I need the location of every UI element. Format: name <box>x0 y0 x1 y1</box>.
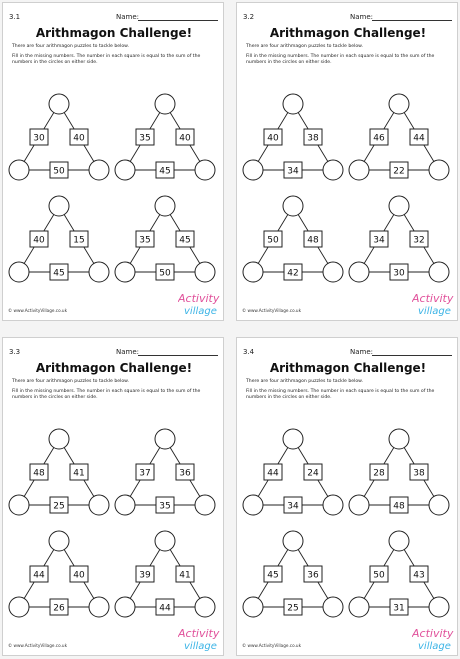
answer-circle[interactable] <box>195 495 215 515</box>
answer-circle[interactable] <box>323 597 343 617</box>
answer-circle[interactable] <box>349 160 369 180</box>
name-write-line[interactable] <box>138 20 218 21</box>
answer-circle[interactable] <box>429 160 449 180</box>
answer-circle[interactable] <box>9 262 29 282</box>
activity-village-logo <box>178 625 222 653</box>
arithmagon-puzzle <box>241 93 345 189</box>
answer-circle[interactable] <box>243 597 263 617</box>
logo-text-top: Activity <box>412 627 454 640</box>
arithmagon-puzzle <box>347 530 451 626</box>
answer-circle[interactable] <box>389 429 409 449</box>
sum-value: 36 <box>307 570 319 581</box>
logo-text-bottom: village <box>418 306 451 317</box>
sum-value: 28 <box>373 468 385 479</box>
arithmagon-puzzle <box>7 530 111 626</box>
sum-value: 26 <box>53 603 65 614</box>
sum-value: 24 <box>307 468 319 479</box>
answer-circle[interactable] <box>429 262 449 282</box>
answer-circle[interactable] <box>89 262 109 282</box>
answer-circle[interactable] <box>323 160 343 180</box>
worksheet-title: Arithmagon Challenge! <box>35 361 193 375</box>
answer-circle[interactable] <box>429 597 449 617</box>
worksheet-title: Arithmagon Challenge! <box>269 26 427 40</box>
instruction-line: Fill in the missing numbers. The number in each square is equal to the sum of the numbers in the circles on either side. <box>246 54 435 65</box>
sum-value: 44 <box>33 570 45 581</box>
activity-village-logo <box>412 625 456 653</box>
sum-value: 45 <box>267 570 279 581</box>
sum-value: 15 <box>73 235 85 246</box>
sum-value: 40 <box>33 235 45 246</box>
sum-value: 48 <box>33 468 45 479</box>
answer-circle[interactable] <box>243 160 263 180</box>
name-label: Name: <box>350 348 374 356</box>
answer-circle[interactable] <box>49 531 69 551</box>
sum-value: 40 <box>267 133 279 144</box>
logo-text-bottom: village <box>418 641 451 652</box>
answer-circle[interactable] <box>283 94 303 114</box>
sum-value: 40 <box>179 133 191 144</box>
answer-circle[interactable] <box>115 597 135 617</box>
instruction-line: There are four arithmagon puzzles to tackle below. <box>246 44 363 49</box>
answer-circle[interactable] <box>155 94 175 114</box>
logo-text-top: Activity <box>178 627 220 640</box>
sum-value: 46 <box>373 133 385 144</box>
sum-value: 43 <box>413 570 425 581</box>
answer-circle[interactable] <box>195 262 215 282</box>
sum-value: 39 <box>139 570 151 581</box>
answer-circle[interactable] <box>283 531 303 551</box>
sum-value: 34 <box>287 166 299 177</box>
answer-circle[interactable] <box>389 94 409 114</box>
sum-value: 42 <box>287 268 299 279</box>
worksheet-title: Arithmagon Challenge! <box>35 26 193 40</box>
sum-value: 38 <box>307 133 319 144</box>
answer-circle[interactable] <box>9 160 29 180</box>
answer-circle[interactable] <box>89 160 109 180</box>
sum-value: 50 <box>373 570 385 581</box>
sum-value: 34 <box>373 235 385 246</box>
answer-circle[interactable] <box>349 495 369 515</box>
activity-village-logo <box>412 290 456 318</box>
arithmagon-puzzle <box>113 195 217 291</box>
instruction-line: There are four arithmagon puzzles to tackle below. <box>12 44 129 49</box>
answer-circle[interactable] <box>9 597 29 617</box>
instruction-line: Fill in the missing numbers. The number in each square is equal to the sum of the numbers in the circles on either side. <box>12 54 201 65</box>
instruction-line: Fill in the missing numbers. The number in each square is equal to the sum of the numbers in the circles on either side. <box>12 389 201 400</box>
answer-circle[interactable] <box>49 429 69 449</box>
answer-circle[interactable] <box>349 597 369 617</box>
answer-circle[interactable] <box>389 196 409 216</box>
sum-value: 48 <box>393 501 405 512</box>
arithmagon-puzzle <box>7 428 111 524</box>
worksheet-title: Arithmagon Challenge! <box>269 361 427 375</box>
sum-value: 41 <box>179 570 191 581</box>
sum-value: 45 <box>159 166 171 177</box>
arithmagon-puzzle <box>113 93 217 189</box>
answer-circle[interactable] <box>349 262 369 282</box>
name-label: Name: <box>116 13 140 21</box>
answer-circle[interactable] <box>243 495 263 515</box>
sum-value: 45 <box>53 268 65 279</box>
sum-value: 41 <box>73 468 85 479</box>
instruction-line: Fill in the missing numbers. The number in each square is equal to the sum of the numbers in the circles on either side. <box>246 389 435 400</box>
answer-circle[interactable] <box>89 495 109 515</box>
arithmagon-puzzle <box>241 428 345 524</box>
arithmagon-puzzle <box>113 428 217 524</box>
sum-value: 44 <box>413 133 425 144</box>
arithmagon-puzzle <box>347 93 451 189</box>
answer-circle[interactable] <box>283 429 303 449</box>
instructions <box>246 44 451 70</box>
logo-text-bottom: village <box>184 641 217 652</box>
sum-value: 37 <box>139 468 151 479</box>
sum-value: 40 <box>73 133 85 144</box>
sum-value: 30 <box>393 268 405 279</box>
answer-circle[interactable] <box>49 94 69 114</box>
sum-value: 44 <box>159 603 171 614</box>
sheet-number: 3.2 <box>243 13 255 21</box>
answer-circle[interactable] <box>115 495 135 515</box>
answer-circle[interactable] <box>323 262 343 282</box>
answer-circle[interactable] <box>283 196 303 216</box>
name-write-line[interactable] <box>138 355 218 356</box>
sheet-number: 3.3 <box>9 348 21 356</box>
footer-url: © www.ActivityVillage.co.uk <box>8 643 67 648</box>
sum-value: 44 <box>267 468 279 479</box>
sum-value: 30 <box>33 133 45 144</box>
sum-value: 31 <box>393 603 405 614</box>
sum-value: 22 <box>393 166 405 177</box>
sum-value: 48 <box>307 235 319 246</box>
name-label: Name: <box>350 13 374 21</box>
arithmagon-puzzle <box>241 530 345 626</box>
answer-circle[interactable] <box>155 196 175 216</box>
instructions <box>12 44 217 70</box>
footer-url: © www.ActivityVillage.co.uk <box>242 643 301 648</box>
answer-circle[interactable] <box>9 495 29 515</box>
answer-circle[interactable] <box>89 597 109 617</box>
arithmagon-puzzle <box>7 93 111 189</box>
answer-circle[interactable] <box>115 160 135 180</box>
sum-value: 25 <box>53 501 65 512</box>
answer-circle[interactable] <box>195 597 215 617</box>
arithmagon-puzzle <box>7 195 111 291</box>
answer-circle[interactable] <box>429 495 449 515</box>
logo-text-top: Activity <box>412 292 454 305</box>
sum-value: 45 <box>179 235 191 246</box>
answer-circle[interactable] <box>323 495 343 515</box>
answer-circle[interactable] <box>195 160 215 180</box>
sum-value: 35 <box>159 501 171 512</box>
sheet-number: 3.4 <box>243 348 255 356</box>
sum-value: 25 <box>287 603 299 614</box>
footer-url: © www.ActivityVillage.co.uk <box>8 308 67 313</box>
answer-circle[interactable] <box>155 531 175 551</box>
sum-value: 50 <box>159 268 171 279</box>
arithmagon-puzzle <box>347 428 451 524</box>
answer-circle[interactable] <box>389 531 409 551</box>
sum-value: 32 <box>413 235 425 246</box>
sum-value: 34 <box>287 501 299 512</box>
sum-value: 35 <box>139 133 151 144</box>
answer-circle[interactable] <box>49 196 69 216</box>
sum-value: 38 <box>413 468 425 479</box>
instruction-line: There are four arithmagon puzzles to tackle below. <box>246 379 363 384</box>
answer-circle[interactable] <box>155 429 175 449</box>
sheet-number: 3.1 <box>9 13 21 21</box>
arithmagon-puzzle <box>241 195 345 291</box>
answer-circle[interactable] <box>243 262 263 282</box>
sum-value: 50 <box>53 166 65 177</box>
arithmagon-puzzle <box>347 195 451 291</box>
name-write-line[interactable] <box>372 355 452 356</box>
name-write-line[interactable] <box>372 20 452 21</box>
logo-text-top: Activity <box>178 292 220 305</box>
worksheet <box>2 2 224 321</box>
worksheet <box>236 337 458 656</box>
sum-value: 35 <box>139 235 151 246</box>
footer-url: © www.ActivityVillage.co.uk <box>242 308 301 313</box>
sum-value: 50 <box>267 235 279 246</box>
sum-value: 36 <box>179 468 191 479</box>
name-label: Name: <box>116 348 140 356</box>
answer-circle[interactable] <box>115 262 135 282</box>
instruction-line: There are four arithmagon puzzles to tackle below. <box>12 379 129 384</box>
activity-village-logo <box>178 290 222 318</box>
sum-value: 40 <box>73 570 85 581</box>
logo-text-bottom: village <box>184 306 217 317</box>
instructions <box>246 379 451 405</box>
instructions <box>12 379 217 405</box>
worksheet <box>236 2 458 321</box>
arithmagon-puzzle <box>113 530 217 626</box>
worksheet <box>2 337 224 656</box>
